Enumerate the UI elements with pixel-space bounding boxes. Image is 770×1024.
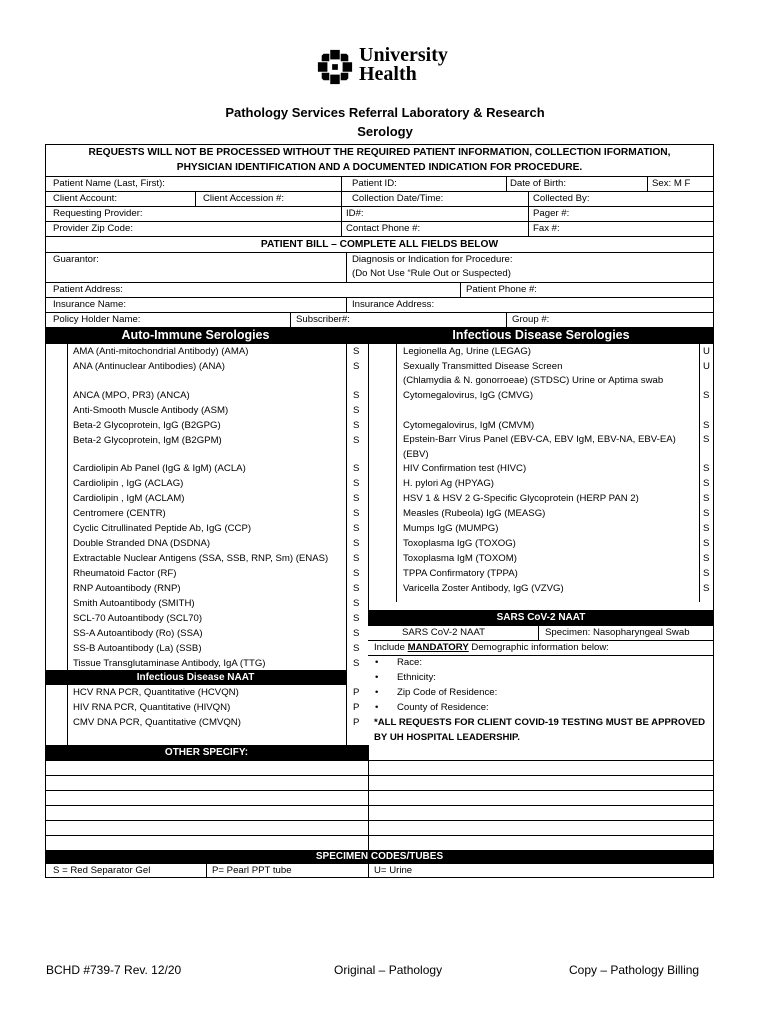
insurance-address-field[interactable]: Insurance Address: <box>352 299 435 310</box>
auto-immune-test[interactable]: SS-A Autoantibody (Ro) (SSA) <box>73 628 203 639</box>
infectious-test[interactable]: (EBV) <box>403 449 429 460</box>
specimen-code: S <box>353 628 360 639</box>
specimen-code: S <box>353 493 360 504</box>
specimen-code: S <box>703 420 710 431</box>
specimen-code: S <box>703 478 710 489</box>
specimen-code: P <box>353 717 360 728</box>
specimen-code: S <box>353 538 360 549</box>
other-specify-header: OTHER SPECIFY: <box>45 745 368 760</box>
specimen-code-u: U= Urine <box>374 865 413 876</box>
infectious-test[interactable]: Mumps IgG (MUMPG) <box>403 523 499 534</box>
specimen-code: S <box>353 598 360 609</box>
sars-include-note: Include MANDATORY Demographic information below: <box>374 642 609 653</box>
infectious-serologies-header: Infectious Disease Serologies <box>368 327 714 344</box>
infectious-test[interactable]: Legionella Ag, Urine (LEGAG) <box>403 346 531 357</box>
diagnosis-note: (Do Not Use “Rule Out or Suspected) <box>352 268 511 279</box>
subscriber-field[interactable]: Subscriber#: <box>296 314 350 325</box>
naat-test[interactable]: CMV DNA PCR, Quantitative (CMVQN) <box>73 717 241 728</box>
specimen-codes-header: SPECIMEN CODES/TUBES <box>45 850 714 864</box>
client-accession-field[interactable]: Client Accession #: <box>203 193 285 204</box>
original-copy-label: Original – Pathology <box>334 963 443 977</box>
auto-immune-test[interactable]: AMA (Anti-mitochondrial Antibody) (AMA) <box>73 346 249 357</box>
specimen-code: S <box>353 463 360 474</box>
sars-specimen: Specimen: Nasopharyngeal Swab <box>545 627 690 638</box>
sars-test[interactable]: SARS CoV-2 NAAT <box>402 627 485 638</box>
diagnosis-field[interactable]: Diagnosis or Indication for Procedure: <box>352 254 513 265</box>
specimen-code: S <box>353 523 360 534</box>
sars-header: SARS CoV-2 NAAT <box>368 610 714 625</box>
dob-field[interactable]: Date of Birth: <box>510 178 566 189</box>
specimen-code: S <box>703 390 710 401</box>
specimen-code: S <box>703 568 710 579</box>
specimen-code: S <box>353 420 360 431</box>
specimen-code: U <box>703 346 710 357</box>
auto-immune-test[interactable]: SS-B Autoantibody (La) (SSB) <box>73 643 202 654</box>
auto-immune-test[interactable]: Centromere (CENTR) <box>73 508 166 519</box>
covid-approval-note-2: BY UH HOSPITAL LEADERSHIP. <box>374 732 520 743</box>
id-number-field[interactable]: ID#: <box>346 208 364 219</box>
form-number: BCHD #739-7 Rev. 12/20 <box>46 963 182 977</box>
specimen-code: S <box>353 508 360 519</box>
specimen-code: S <box>353 568 360 579</box>
auto-immune-test[interactable]: Smith Autoantibody (SMITH) <box>73 598 195 609</box>
auto-immune-test[interactable]: Anti-Smooth Muscle Antibody (ASM) <box>73 405 229 416</box>
specimen-code: S <box>703 508 710 519</box>
auto-immune-test[interactable]: Double Stranded DNA (DSDNA) <box>73 538 211 549</box>
specimen-code: S <box>703 463 710 474</box>
auto-immune-header: Auto-Immune Serologies <box>45 327 346 344</box>
infectious-test[interactable]: Epstein-Barr Virus Panel (EBV-CA, EBV IgM, EBV-NA, EBV-EA) <box>403 434 676 445</box>
auto-immune-test[interactable]: RNP Autoantibody (RNP) <box>73 583 181 594</box>
patient-address-field[interactable]: Patient Address: <box>53 284 123 295</box>
patient-id-field[interactable]: Patient ID: <box>352 178 397 189</box>
auto-immune-test[interactable]: Extractable Nuclear Antigens (SSA, SSB, RNP, Sm) (ENAS) <box>73 553 329 564</box>
logo-line-2: Health <box>359 63 417 85</box>
specimen-code: S <box>703 523 710 534</box>
specimen-code: S <box>703 583 710 594</box>
specimen-code: S <box>353 346 360 357</box>
auto-immune-test[interactable]: Rheumatoid Factor (RF) <box>73 568 177 579</box>
covid-approval-note-1: *ALL REQUESTS FOR CLIENT COVID-19 TESTING MUST BE APPROVED <box>374 717 706 728</box>
specimen-code: S <box>353 583 360 594</box>
auto-immune-test[interactable]: Cardiolipin Ab Panel (IgG & IgM) (ACLA) <box>73 463 246 474</box>
auto-immune-test[interactable]: SCL-70 Autoantibody (SCL70) <box>73 613 203 624</box>
demographic-field[interactable]: Ethnicity: <box>397 672 436 683</box>
infectious-test[interactable]: (Chlamydia & N. gonorroeae) (STDSC) Urine or Aptima swab <box>403 375 664 386</box>
auto-immune-test[interactable]: Cardiolipin , IgG (ACLAG) <box>73 478 184 489</box>
specimen-code: S <box>353 390 360 401</box>
collected-by-field[interactable]: Collected By: <box>533 193 590 204</box>
demographic-field[interactable]: Zip Code of Residence: <box>397 687 498 698</box>
infectious-test[interactable]: Varicella Zoster Antibody, IgG (VZVG) <box>403 583 564 594</box>
auto-immune-test[interactable]: ANCA (MPO, PR3) (ANCA) <box>73 390 190 401</box>
infectious-test[interactable]: TPPA Confirmatory (TPPA) <box>403 568 518 579</box>
policy-holder-field[interactable]: Policy Holder Name: <box>53 314 141 325</box>
auto-immune-test[interactable]: ANA (Antinuclear Antibodies) (ANA) <box>73 361 225 372</box>
infectious-test[interactable]: Toxoplasma IgG (TOXOG) <box>403 538 516 549</box>
specimen-code: P <box>353 687 360 698</box>
infectious-test[interactable]: Cytomegalovirus, IgG (CMVG) <box>403 390 534 401</box>
form-subtitle: Serology <box>357 124 413 139</box>
group-field[interactable]: Group #: <box>512 314 550 325</box>
specimen-code-s: S = Red Separator Gel <box>53 865 151 876</box>
logo-text <box>359 46 448 84</box>
infectious-test[interactable]: Cytomegalovirus, IgM (CMVM) <box>403 420 535 431</box>
specimen-code: P <box>353 702 360 713</box>
pager-field[interactable]: Pager #: <box>533 208 570 219</box>
form-title: Pathology Services Referral Laboratory & Research <box>225 105 545 120</box>
demographic-field[interactable]: County of Residence: <box>397 702 489 713</box>
university-health-logo-icon <box>316 48 354 86</box>
sex-field[interactable]: Sex: M F <box>652 178 691 189</box>
specimen-code-p: P= Pearl PPT tube <box>212 865 292 876</box>
specimen-code: S <box>703 538 710 549</box>
warning-line-2: PHYSICIAN IDENTIFICATION AND A DOCUMENTED INDICATION FOR PROCEDURE. <box>176 162 583 173</box>
auto-immune-test[interactable]: Beta-2 Glycoprotein, IgG (B2GPG) <box>73 420 221 431</box>
demographic-field[interactable]: Race: <box>397 657 423 668</box>
specimen-code: S <box>353 613 360 624</box>
patient-phone-field[interactable]: Patient Phone #: <box>466 284 537 295</box>
collection-datetime-field[interactable]: Collection Date/Time: <box>352 193 444 204</box>
naat-test[interactable]: HCV RNA PCR, Quantitative (HCVQN) <box>73 687 239 698</box>
auto-immune-test[interactable]: Cardiolipin , IgM (ACLAM) <box>73 493 185 504</box>
specimen-code: S <box>703 553 710 564</box>
infectious-test[interactable]: Toxoplasma IgM (TOXOM) <box>403 553 517 564</box>
fax-field[interactable]: Fax #: <box>533 223 560 234</box>
provider-zip-field[interactable]: Provider Zip Code: <box>53 223 133 234</box>
infectious-test[interactable]: HIV Confirmation test (HIVC) <box>403 463 527 474</box>
specimen-code: S <box>353 361 360 372</box>
patient-bill-header: PATIENT BILL – COMPLETE ALL FIELDS BELOW <box>260 239 499 250</box>
contact-phone-field[interactable]: Contact Phone #: <box>346 223 421 234</box>
infectious-test[interactable]: HSV 1 & HSV 2 G-Specific Glycoprotein (HERP PAN 2) <box>403 493 639 504</box>
specimen-code: S <box>703 434 710 445</box>
billing-copy-label: Copy – Pathology Billing <box>569 963 700 977</box>
naat-header: Infectious Disease NAAT <box>45 670 346 685</box>
specimen-code: S <box>353 553 360 564</box>
requesting-provider-field[interactable]: Requesting Provider: <box>53 208 143 219</box>
specimen-code: S <box>353 643 360 654</box>
specimen-code: S <box>353 658 360 669</box>
warning-line-1: REQUESTS WILL NOT BE PROCESSED WITHOUT THE REQUIRED PATIENT INFORMATION, COLLECTION IFORMATION, <box>88 147 671 158</box>
logo-line-1: University <box>359 44 448 66</box>
guarantor-field[interactable]: Guarantor: <box>53 254 99 265</box>
insurance-name-field[interactable]: Insurance Name: <box>53 299 127 310</box>
auto-immune-test[interactable]: Cyclic Citrullinated Peptide Ab, IgG (CCP) <box>73 523 252 534</box>
infectious-test[interactable]: Sexually Transmitted Disease Screen <box>403 361 563 372</box>
naat-test[interactable]: HIV RNA PCR, Quantitative (HIVQN) <box>73 702 231 713</box>
specimen-code: S <box>353 478 360 489</box>
auto-immune-test[interactable]: Tissue Transglutaminase Antibody, IgA (TTG) <box>73 658 266 669</box>
infectious-test[interactable]: Measles (Rubeola) IgG (MEASG) <box>403 508 546 519</box>
bullet-icon: • <box>375 702 379 713</box>
client-account-field[interactable]: Client Account: <box>53 193 117 204</box>
specimen-code: S <box>703 493 710 504</box>
bullet-icon: • <box>375 687 379 698</box>
specimen-code: U <box>703 361 710 372</box>
bullet-icon: • <box>375 657 379 668</box>
auto-immune-test[interactable]: Beta-2 Glycoprotein, IgM (B2GPM) <box>73 435 222 446</box>
infectious-test[interactable]: H. pylori Ag (HPYAG) <box>403 478 494 489</box>
patient-name-field[interactable]: Patient Name (Last, First): <box>53 178 165 189</box>
specimen-code: S <box>353 435 360 446</box>
bullet-icon: • <box>375 672 379 683</box>
specimen-code: S <box>353 405 360 416</box>
